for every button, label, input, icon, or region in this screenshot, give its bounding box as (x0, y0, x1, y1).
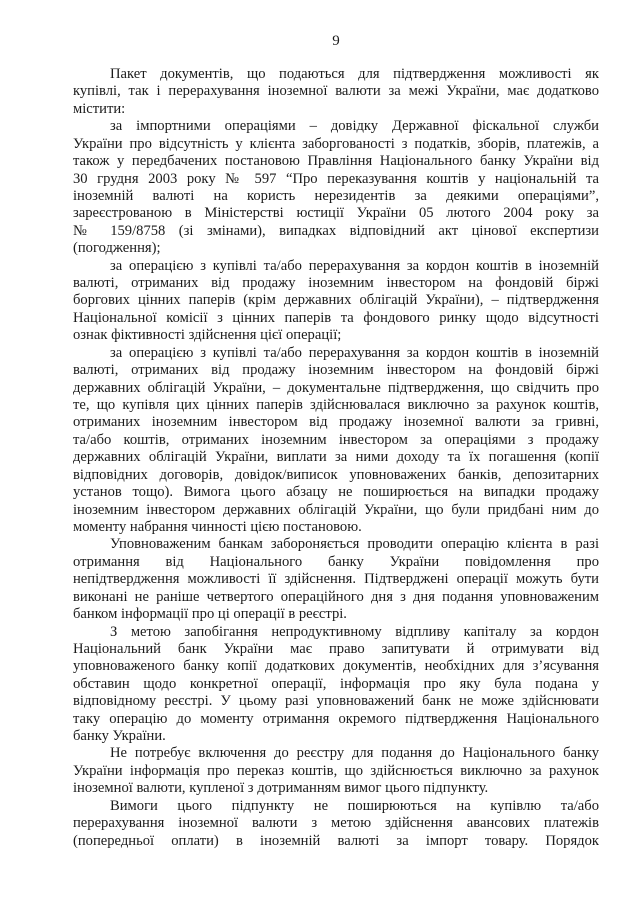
text-line: 30 грудня 2003 року № 597 “Про переказування коштів у національній та (73, 170, 599, 187)
text-line: виконані не раніше четвертого операційного дня з дня подання уповноваженим (73, 588, 599, 605)
text-line: № 159/8758 (зі змінами), випадках відповідний акт цінової експертизи (73, 222, 599, 239)
text-line: З метою запобігання непродуктивному відпливу капіталу за кордон (110, 623, 599, 640)
text-line: те, що купівля цих цінних паперів здійснювалася виключно за рахунок коштів, (73, 397, 599, 414)
text-line: ознак фіктивності здійснення цієї операції; (73, 327, 342, 344)
text-line: валюті, отриманих від продажу іноземним інвестором на фондовій біржі (73, 362, 599, 379)
paragraph (73, 745, 599, 797)
paragraph (73, 624, 599, 746)
text-line: відповідних договорів, довідок/виписок уповноважених банків, депозитарних (73, 466, 599, 483)
text-line: боргових цінних паперів (крім державних облігацій України), – підтвердження (73, 292, 599, 309)
text-line: України інформація про переказ коштів, що здійснюється виключно за рахунок (73, 762, 599, 779)
text-line: уповноваженого банку копії додаткових документів, необхідних для з’ясування (73, 658, 599, 675)
text-line: за операцією з купівлі та/або перерахування за кордон коштів в іноземній (110, 344, 599, 361)
paragraph (73, 66, 599, 118)
page-number: 9 (332, 33, 340, 49)
text-line: містити: (73, 100, 126, 117)
paragraph (73, 798, 599, 850)
text-line: отримання від Національного банку України повідомлення про (73, 553, 599, 570)
paragraph (73, 536, 599, 623)
text-line: іноземної валюти, купленої з дотриманням вимог цього підпункту. (73, 780, 489, 797)
paragraph (73, 345, 599, 537)
document-body (73, 66, 599, 850)
text-line: державних облігацій України, – документальне підтвердження, що свідчить про (73, 379, 599, 396)
text-line: таку операцію до моменту отримання окремого підтвердження Національного (73, 710, 599, 727)
text-line: України про відсутність у клієнта заборгованості з податків, зборів, платежів, а (73, 135, 599, 152)
text-line: іноземним інвестором державних облігацій України, що були придбані ним до (73, 501, 599, 518)
paragraph (73, 258, 599, 345)
text-line: за імпортними операціями – довідку Державної фіскальної служби (110, 118, 599, 135)
text-line: відповідному реєстрі. У цьому разі уповноважений банк не може здійснювати (73, 693, 599, 710)
text-line: моменту набрання чинності цією постановою. (73, 518, 362, 535)
text-line: (погодження); (73, 240, 161, 257)
text-line: державних облігацій України, виплати за ними доходу та їх погашення (копії (73, 449, 599, 466)
text-line: купівлі, так і перерахування іноземної валюти за межі України, має додатково (73, 83, 599, 100)
text-line: Вимоги цього підпункту не поширюються на купівлю та/або (110, 797, 599, 814)
text-line: зареєстрованою в Міністерстві юстиції України 05 лютого 2004 року за (73, 205, 599, 222)
paragraph (73, 118, 599, 257)
text-line: іноземній валюті на користь нерезидентів за деякими операціями”, (73, 187, 599, 204)
text-line: Не потребує включення до реєстру для подання до Національного банку (110, 745, 599, 762)
text-line: Національної комісії з цінних паперів та фондового ринку щодо відсутності (73, 309, 599, 326)
text-line: також у передбачених постановою Правління Національного банку України від (73, 153, 599, 170)
text-line: за операцією з купівлі та/або перерахування за кордон коштів в іноземній (110, 257, 599, 274)
text-line: перерахування іноземної валюти з метою здійснення авансових платежів (73, 815, 599, 832)
text-line: банку України. (73, 728, 166, 745)
text-line: обставин щодо конкретної операції, інформація про яку була подана у (73, 675, 599, 692)
text-line: Національний банк України має право запитувати й отримувати від (73, 640, 599, 657)
text-line: установ тощо). Вимога цього абзацу не поширюється на випадки продажу (73, 484, 599, 501)
text-line: та/або коштів, отриманих іноземним інвестором за операціями з продажу (73, 431, 599, 448)
text-line: Уповноваженим банкам забороняється проводити операцію клієнта в разі (110, 536, 599, 553)
text-line: банком інформації про ці операції в реєстрі. (73, 606, 347, 623)
text-line: валюті, отриманих від продажу іноземним інвестором на фондовій біржі (73, 275, 599, 292)
text-line: Пакет документів, що подаються для підтвердження можливості як (110, 66, 599, 82)
text-line: непідтвердження можливості її здійснення. Підтверджені операції можуть бути (73, 571, 599, 588)
text-line: (попередньої оплати) в іноземній валюті за імпорт товару. Порядок (73, 832, 599, 849)
text-line: отриманих іноземним інвестором від продажу іноземної валюти за гривні, (73, 414, 599, 431)
